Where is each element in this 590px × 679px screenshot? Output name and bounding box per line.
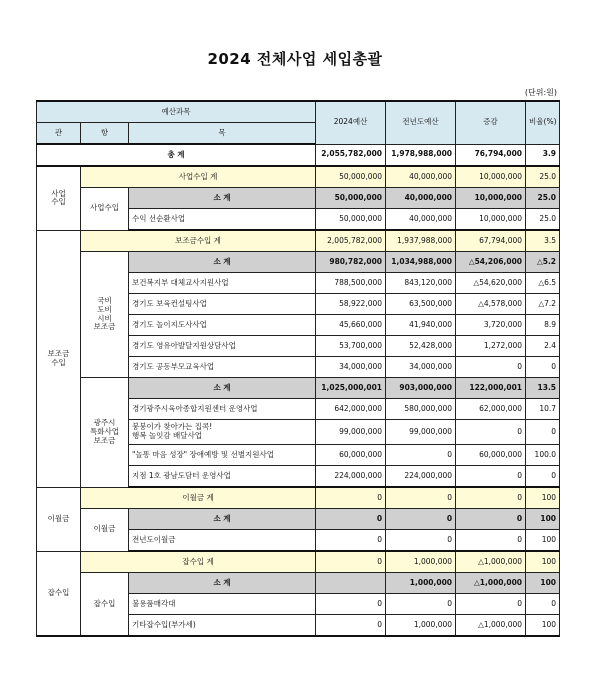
row-change: 60,000,000 <box>456 445 526 466</box>
row-mok: 기타잡수입(부가세) <box>129 615 316 637</box>
misc-sub-label: 소 계 <box>129 573 316 594</box>
business-sub-2024: 50,000,000 <box>316 188 386 209</box>
row-2024: 642,000,000 <box>316 399 386 420</box>
row-change: 1,272,000 <box>456 336 526 357</box>
row-2024: 34,000,000 <box>316 357 386 378</box>
table-row <box>37 487 560 509</box>
table-row <box>37 378 560 399</box>
row-2024: 99,000,000 <box>316 420 386 445</box>
subsidy-sum-change: 67,794,000 <box>456 230 526 252</box>
row-2024: 60,000,000 <box>316 445 386 466</box>
row-change: 0 <box>456 466 526 488</box>
row-change: 0 <box>456 420 526 445</box>
row-2024: 50,000,000 <box>316 209 386 231</box>
unit-label: (단위:원) <box>524 88 557 97</box>
row-ratio: 2.4 <box>526 336 560 357</box>
header-mok: 목 <box>129 123 316 145</box>
row-prev: 41,940,000 <box>386 315 456 336</box>
row-ratio: 25.0 <box>526 209 560 231</box>
table-row <box>37 188 560 209</box>
gwangju-sub-prev: 903,000,000 <box>386 378 456 399</box>
row-2024: 0 <box>316 594 386 615</box>
header-ratio: 비율(%) <box>526 101 560 144</box>
national-sub-label: 소 계 <box>129 252 316 273</box>
table-row <box>37 166 560 188</box>
row-ratio: 100 <box>526 615 560 637</box>
row-ratio: △6.5 <box>526 273 560 294</box>
business-sub-change: 10,000,000 <box>456 188 526 209</box>
gwangju-sub-ratio: 13.5 <box>526 378 560 399</box>
row-2024: 58,922,000 <box>316 294 386 315</box>
row-mok: 불용품매각대 <box>129 594 316 615</box>
misc-sum-prev: 1,000,000 <box>386 551 456 573</box>
subsidy-sum-label: 보조금수입 계 <box>81 230 316 252</box>
gwan-subsidy: 보조금 수입 <box>37 230 81 487</box>
misc-sub-2024 <box>316 573 386 594</box>
national-sub-prev: 1,034,988,000 <box>386 252 456 273</box>
subsidy-sum-prev: 1,937,988,000 <box>386 230 456 252</box>
misc-sum-change: △1,000,000 <box>456 551 526 573</box>
row-change: 0 <box>456 594 526 615</box>
gwangju-sub-change: 122,000,001 <box>456 378 526 399</box>
business-sum-ratio: 25.0 <box>526 166 560 188</box>
row-mok: 전년도이월금 <box>129 530 316 552</box>
business-sum-prev: 40,000,000 <box>386 166 456 188</box>
business-sub-prev: 40,000,000 <box>386 188 456 209</box>
national-sub-change: △54,206,000 <box>456 252 526 273</box>
row-ratio: 10.7 <box>526 399 560 420</box>
hang-gwangju: 광주시 특화사업 보조금 <box>81 378 129 488</box>
header-gwan: 관 <box>37 123 81 145</box>
row-change: 0 <box>456 357 526 378</box>
row-ratio: 0 <box>526 420 560 445</box>
business-sum-2024: 50,000,000 <box>316 166 386 188</box>
row-prev: 99,000,000 <box>386 420 456 445</box>
row-prev: 52,428,000 <box>386 336 456 357</box>
row-2024: 0 <box>316 530 386 552</box>
misc-sum-2024: 0 <box>316 551 386 573</box>
row-prev: 63,500,000 <box>386 294 456 315</box>
row-prev: 0 <box>386 445 456 466</box>
carryover-sub-change: 0 <box>456 509 526 530</box>
row-change: △1,000,000 <box>456 615 526 637</box>
misc-sub-ratio: 100 <box>526 573 560 594</box>
gwangju-sub-label: 소 계 <box>129 378 316 399</box>
row-2024: 45,660,000 <box>316 315 386 336</box>
business-sub-ratio: 25.0 <box>526 188 560 209</box>
row-mok: 경기도 보육컨설팅사업 <box>129 294 316 315</box>
carryover-sum-label: 이월금 계 <box>81 487 316 509</box>
misc-sum-label: 잡수입 계 <box>81 551 316 573</box>
header-prev-budget: 전년도예산 <box>386 101 456 144</box>
row-prev: 34,000,000 <box>386 357 456 378</box>
row-mok: "놀똥 마음 성장" 장애예방 및 선별지원사업 <box>129 445 316 466</box>
row-ratio: 100.0 <box>526 445 560 466</box>
gwan-business: 사업 수입 <box>37 166 81 230</box>
total-2024: 2,055,782,000 <box>316 144 386 166</box>
row-prev: 0 <box>386 530 456 552</box>
header-budget-subject: 예산과목 <box>37 101 316 123</box>
total-ratio: 3.9 <box>526 144 560 166</box>
header-change: 증감 <box>456 101 526 144</box>
carryover-sub-2024: 0 <box>316 509 386 530</box>
hang-national: 국비 도비 시비 보조금 <box>81 252 129 378</box>
carryover-sum-prev: 0 <box>386 487 456 509</box>
business-sum-label: 사업수입 계 <box>81 166 316 188</box>
row-mok: 지점 1호 광남도담터 운영사업 <box>129 466 316 488</box>
revenue-summary-table <box>36 100 560 637</box>
row-mok: 경기도 놀이지도사사업 <box>129 315 316 336</box>
hang-misc: 잡수입 <box>81 573 129 637</box>
total-prev: 1,978,988,000 <box>386 144 456 166</box>
table-row <box>37 252 560 273</box>
carryover-sub-prev: 0 <box>386 509 456 530</box>
row-prev: 580,000,000 <box>386 399 456 420</box>
subsidy-sum-ratio: 3.5 <box>526 230 560 252</box>
gwangju-sub-2024: 1,025,000,001 <box>316 378 386 399</box>
header-hang: 항 <box>81 123 129 145</box>
row-change: △54,620,000 <box>456 273 526 294</box>
row-prev: 1,000,000 <box>386 615 456 637</box>
subsidy-sum-2024: 2,005,782,000 <box>316 230 386 252</box>
carryover-sub-ratio: 100 <box>526 509 560 530</box>
carryover-sub-label: 소 계 <box>129 509 316 530</box>
row-change: 0 <box>456 530 526 552</box>
gwan-misc: 잡수입 <box>37 551 81 636</box>
row-change: 3,720,000 <box>456 315 526 336</box>
row-ratio: △7.2 <box>526 294 560 315</box>
row-mok: 경기광주시육아종합지원센터 운영사업 <box>129 399 316 420</box>
row-2024: 53,700,000 <box>316 336 386 357</box>
row-prev: 224,000,000 <box>386 466 456 488</box>
row-mok: 수익 선순환사업 <box>129 209 316 231</box>
carryover-sum-change: 0 <box>456 487 526 509</box>
row-change: 62,000,000 <box>456 399 526 420</box>
national-sub-ratio: △5.2 <box>526 252 560 273</box>
hang-business: 사업수입 <box>81 188 129 231</box>
business-sum-change: 10,000,000 <box>456 166 526 188</box>
national-sub-2024: 980,782,000 <box>316 252 386 273</box>
table-row <box>37 551 560 573</box>
row-2024: 788,500,000 <box>316 273 386 294</box>
gwan-carryover: 이월금 <box>37 487 81 551</box>
row-ratio: 0 <box>526 466 560 488</box>
row-change: △4,578,000 <box>456 294 526 315</box>
total-change: 76,794,000 <box>456 144 526 166</box>
carryover-sum-2024: 0 <box>316 487 386 509</box>
hang-carryover: 이월금 <box>81 509 129 552</box>
page-title: 2024 전체사업 세입총괄 <box>207 50 383 68</box>
row-ratio: 8.9 <box>526 315 560 336</box>
misc-sub-prev: 1,000,000 <box>386 573 456 594</box>
header-2024-budget: 2024예산 <box>316 101 386 144</box>
table-row <box>37 230 560 252</box>
row-2024: 0 <box>316 615 386 637</box>
table-row-total <box>37 144 560 166</box>
total-label: 총 계 <box>37 144 316 166</box>
misc-sub-change: △1,000,000 <box>456 573 526 594</box>
business-sub-label: 소 계 <box>129 188 316 209</box>
misc-sum-ratio: 100 <box>526 551 560 573</box>
row-prev: 843,120,000 <box>386 273 456 294</box>
table-row <box>37 509 560 530</box>
row-mok: 경기도 영유아발달지원상담사업 <box>129 336 316 357</box>
row-prev: 40,000,000 <box>386 209 456 231</box>
row-mok: 붕붕이가 찾아가는 집콕! 행복 놀잇감 배달사업 <box>129 420 316 445</box>
row-2024: 224,000,000 <box>316 466 386 488</box>
row-ratio: 100 <box>526 530 560 552</box>
row-ratio: 0 <box>526 357 560 378</box>
row-change: 10,000,000 <box>456 209 526 231</box>
carryover-sum-ratio: 100 <box>526 487 560 509</box>
table-row <box>37 573 560 594</box>
row-prev: 0 <box>386 594 456 615</box>
row-ratio: 0 <box>526 594 560 615</box>
row-mok: 보건복지부 대체교사지원사업 <box>129 273 316 294</box>
row-mok: 경기도 공동부모교육사업 <box>129 357 316 378</box>
